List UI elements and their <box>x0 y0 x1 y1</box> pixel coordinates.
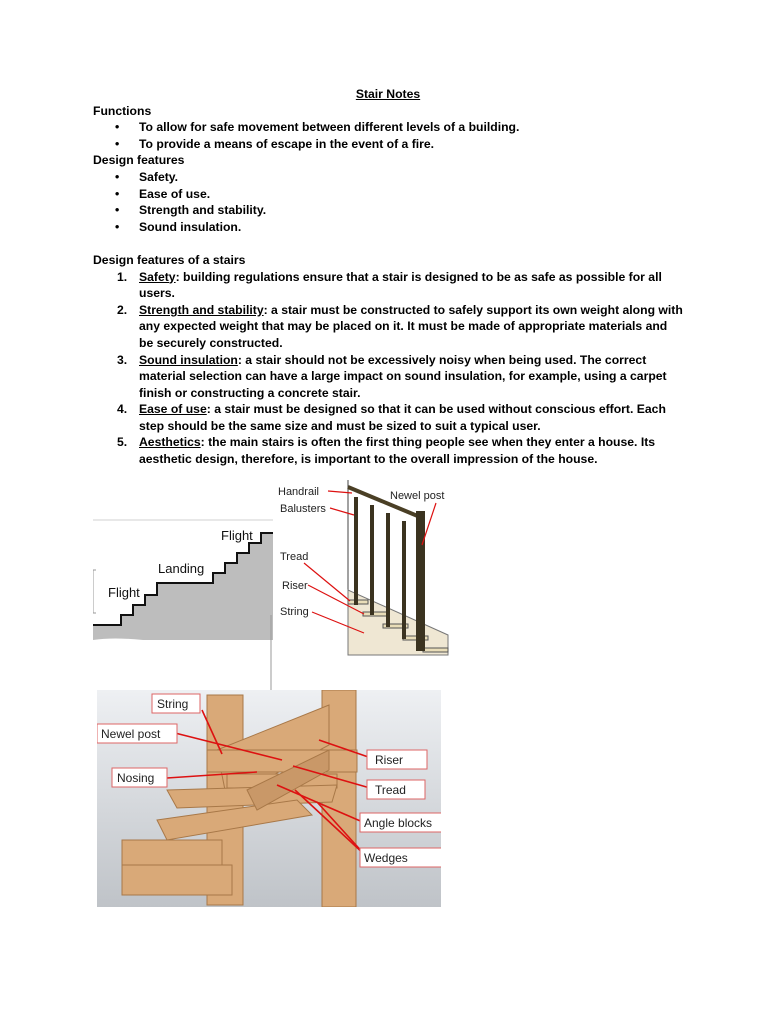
list-item: 4. Ease of use: a stair must be designed so that it can be used without conscious effort. Each step should be the same size and must be sized to suit a typical user. <box>117 402 666 433</box>
flight-top-label: Flight <box>221 528 253 543</box>
balusters-label: Balusters <box>280 503 326 515</box>
functions-heading: Functions <box>93 103 152 118</box>
document-body <box>93 86 683 468</box>
list-item: • Sound insulation. <box>93 219 683 236</box>
design-features-list <box>93 169 683 235</box>
functions-list <box>93 119 683 152</box>
stair-parts-diagram <box>268 475 460 690</box>
list-item: 1. Safety: building regulations ensure that a stair is designed to be as safe as possible for all users. <box>117 269 662 301</box>
riser-label: Riser <box>282 580 308 592</box>
string-label: String <box>280 606 309 618</box>
stair-features-list <box>93 269 683 468</box>
newel-post-label: Newel post <box>390 490 445 502</box>
list-item: • To allow for safe movement between different levels of a building. <box>93 119 683 136</box>
list-item: • Strength and stability. <box>93 202 683 219</box>
photo-angle-blocks-label: Angle blocks <box>364 816 433 830</box>
flight-landing-diagram <box>93 515 273 640</box>
list-item: 2. Strength and stability: a stair must be constructed to safely support its own weight along with any expected weight that may be placed on it. It must be made of appropriate materials and be securely constructed. <box>117 302 683 350</box>
photo-riser-label: Riser <box>375 753 404 767</box>
list-item: • Safety. <box>93 169 683 186</box>
page-title: Stair Notes <box>355 87 421 101</box>
design-features-heading: Design features <box>93 153 185 168</box>
list-item: 5. Aesthetics: the main stairs is often the first thing people see when they enter a house. Its aesthetic design, therefore, is important to the overall impression of the house. <box>117 435 656 467</box>
flight-bottom-label: Flight <box>108 585 140 600</box>
landing-label: Landing <box>158 561 205 576</box>
stair-construction-photo <box>97 690 441 907</box>
tread-label: Tread <box>280 551 309 563</box>
photo-tread-label: Tread <box>375 783 406 797</box>
photo-newel-post-label: Newel post <box>101 727 161 741</box>
list-item: 3. Sound insulation: a stair should not be excessively noisy when being used. The correct material selection can have a large impact on sound insulation, for example, using a carpet finish or constructing a concrete stair. <box>117 352 667 400</box>
list-item: • To provide a means of escape in the event of a fire. <box>93 136 683 153</box>
list-item: • Ease of use. <box>93 186 683 203</box>
handrail-label: Handrail <box>278 486 319 498</box>
photo-string-label: String <box>157 697 189 711</box>
stair-features-heading: Design features of a stairs <box>93 252 246 267</box>
photo-wedges-label: Wedges <box>364 851 408 865</box>
photo-nosing-label: Nosing <box>117 771 155 785</box>
